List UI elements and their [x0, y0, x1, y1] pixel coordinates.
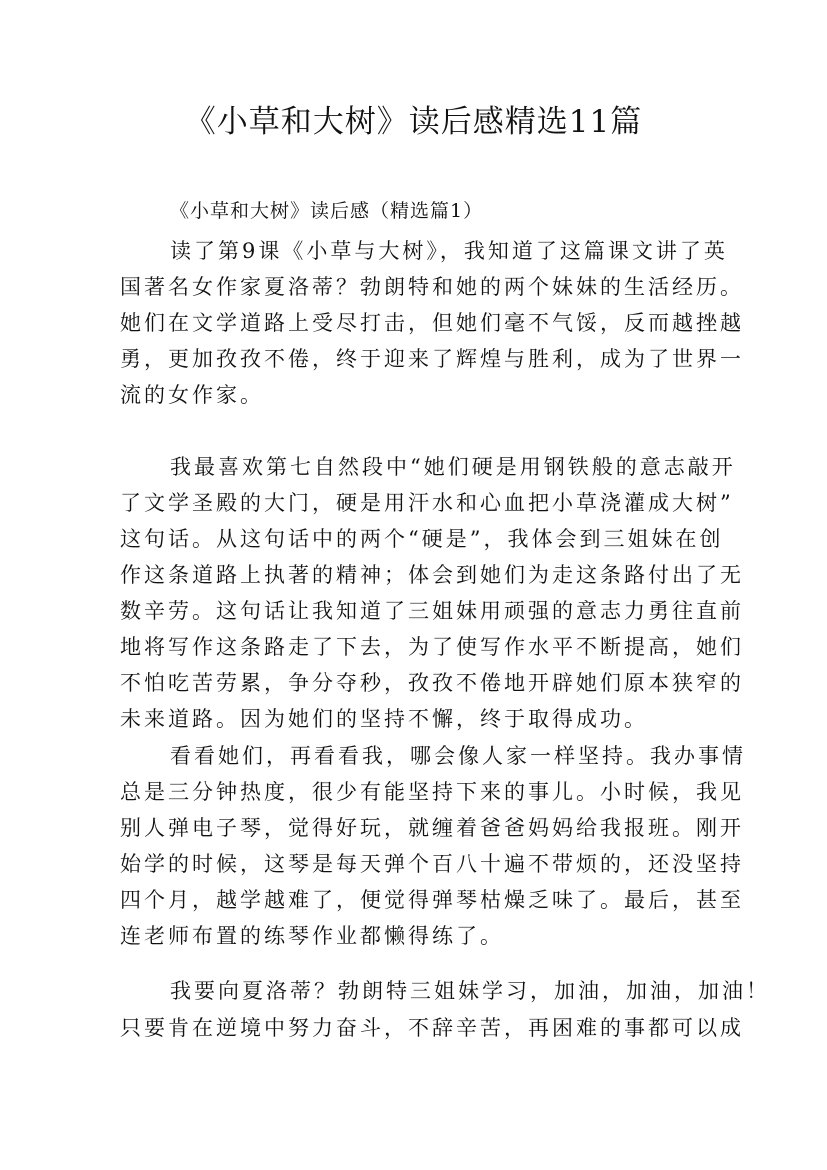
paragraph	[120, 973, 770, 1047]
text-line: 流的女作家。	[120, 383, 264, 407]
text-line: 看看她们，再看看我，哪会像人家一样坚持。我办事情	[170, 744, 746, 768]
paragraph	[120, 738, 746, 954]
text-line: 只要肯在逆境中努力奋斗，不辞辛苦，再困难的事都可以成	[120, 1016, 744, 1040]
text-line: 连老师布置的练琴作业都懒得练了。	[120, 924, 504, 948]
text-line: 数辛劳。这句话让我知道了三姐妹用顽强的意志力勇往直前	[120, 599, 744, 623]
text-line: 她们在文学道路上受尽打击，但她们毫不气馁，反而越挫越	[120, 311, 744, 335]
paragraph	[120, 449, 744, 737]
text-line: 这句话。从这句话中的两个“硬是”，我体会到三姐妹在创	[120, 527, 724, 551]
text-line: 读了第9课《小草与大树》，我知道了这篇课文讲了英	[170, 239, 728, 263]
text-line: 总是三分钟热度，很少有能坚持下来的事儿。小时候，我见	[120, 780, 744, 804]
text-line: 四个月，越学越难了，便觉得弹琴枯燥乏味了。最后，甚至	[120, 888, 744, 912]
document-title: 《小草和大树》读后感精选11篇	[184, 104, 643, 140]
text-line: 未来道路。因为她们的坚持不懈，终于取得成功。	[120, 707, 648, 731]
section-heading: 《小草和大树》读后感（精选篇1）	[170, 200, 484, 222]
text-line: 地将写作这条路走了下去，为了使写作水平不断提高，她们	[120, 635, 744, 659]
text-line: 别人弹电子琴，觉得好玩，就缠着爸爸妈妈给我报班。刚开	[120, 816, 744, 840]
text-line: 不怕吃苦劳累，争分夺秒，孜孜不倦地开辟她们原本狭窄的	[120, 671, 744, 695]
text-line: 始学的时候，这琴是每天弹个百八十遍不带烦的，还没坚持	[120, 852, 744, 876]
paragraph	[120, 233, 744, 413]
text-line: 国著名女作家夏洛蒂？勃朗特和她的两个妹妹的生活经历。	[120, 275, 744, 299]
text-line: 我最喜欢第七自然段中“她们硬是用钢铁般的意志敲开	[170, 455, 736, 479]
text-line: 勇，更加孜孜不倦，终于迎来了辉煌与胜利，成为了世界一	[120, 347, 744, 371]
text-line: 了文学圣殿的大门，硬是用汗水和心血把小草浇灌成大树”	[120, 491, 734, 515]
text-line: 作这条道路上执著的精神；体会到她们为走这条路付出了无	[120, 563, 744, 587]
text-line: 我要向夏洛蒂？勃朗特三姐妹学习，加油，加油，加油！	[170, 979, 770, 1003]
